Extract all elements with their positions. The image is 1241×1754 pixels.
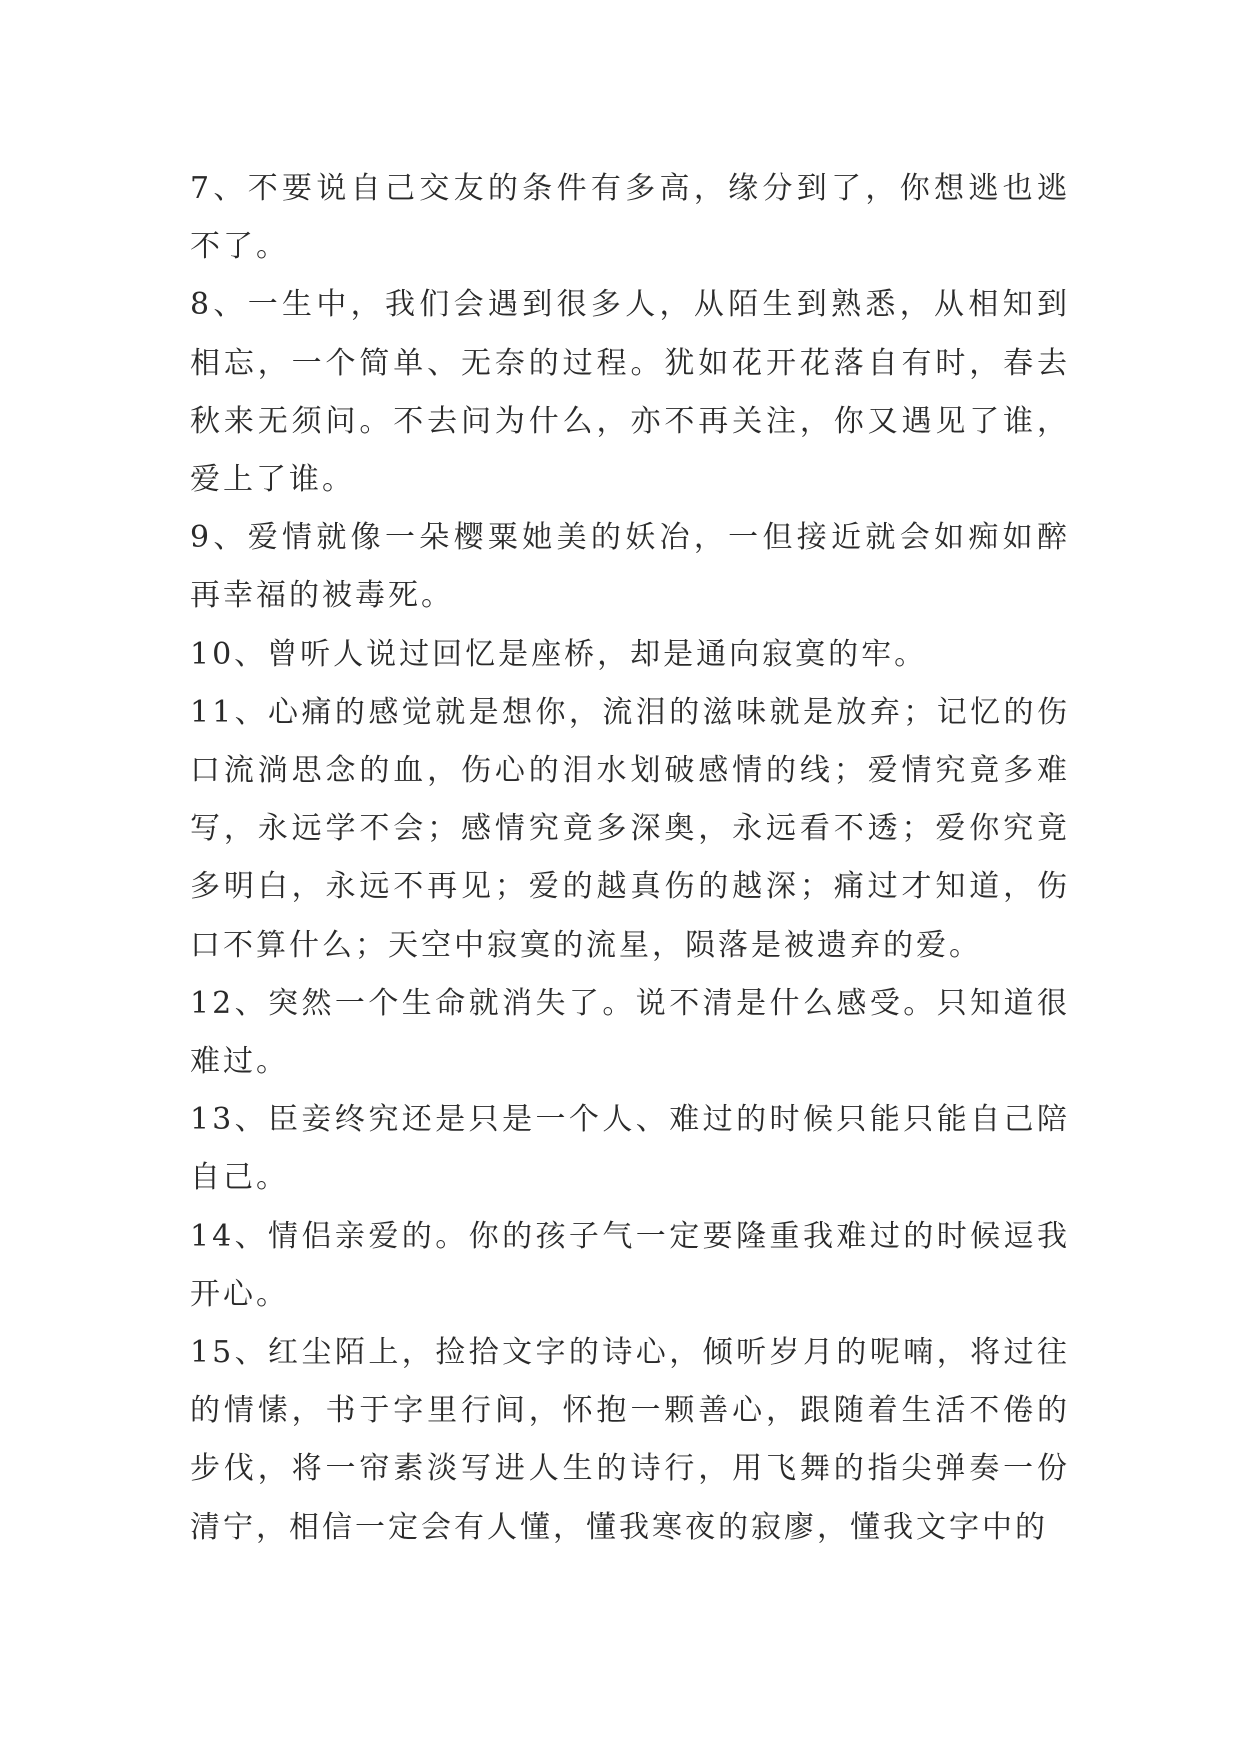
paragraph-15: 15、红尘陌上，捡拾文字的诗心，倾听岁月的呢喃，将过往的情愫，书于字里行间，怀抱一颗善心，跟随着生活不倦的步伐，将一帘素淡写进人生的诗行，用飞舞的指尖弹奏一份清宁，相信一定会有人懂，懂我寒夜的寂廖，懂我文字中的 <box>190 1335 1070 1545</box>
paragraph-11: 11、心痛的感觉就是想你，流泪的滋味就是放弃；记忆的伤口流淌思念的血，伤心的泪水划破感情的线；爱情究竟多难写，永远学不会；感情究竟多深奥，永远看不透；爱你究竟多明白，永远不再见；爱的越真伤的越深；痛过才知道，伤口不算什么；天空中寂寞的流星，陨落是被遗弃的爱。 <box>190 694 1070 963</box>
paragraph-8: 8、一生中，我们会遇到很多人，从陌生到熟悉，从相知到相忘，一个简单、无奈的过程。犹如花开花落自有时，春去秋来无须问。不去问为什么，亦不再关注，你又遇见了谁，爱上了谁。 <box>190 287 1070 498</box>
paragraph-13: 13、臣妾终究还是只是一个人、难过的时候只能只能自己陪自己。 <box>190 1102 1070 1196</box>
paragraph-7: 7、不要说自己交友的条件有多高，缘分到了，你想逃也逃不了。 <box>190 171 1070 265</box>
paragraph-9: 9、爱情就像一朵樱粟她美的妖冶，一但接近就会如痴如醉再幸福的被毒死。 <box>190 520 1070 614</box>
paragraph-10: 10、曾听人说过回忆是座桥，却是通向寂寞的牢。 <box>190 636 928 672</box>
document-body <box>190 160 1070 1557</box>
paragraph-14: 14、情侣亲爱的。你的孩子气一定要隆重我难过的时候逗我开心。 <box>190 1218 1070 1312</box>
paragraph-12: 12、突然一个生命就消失了。说不清是什么感受。只知道很难过。 <box>190 985 1070 1080</box>
